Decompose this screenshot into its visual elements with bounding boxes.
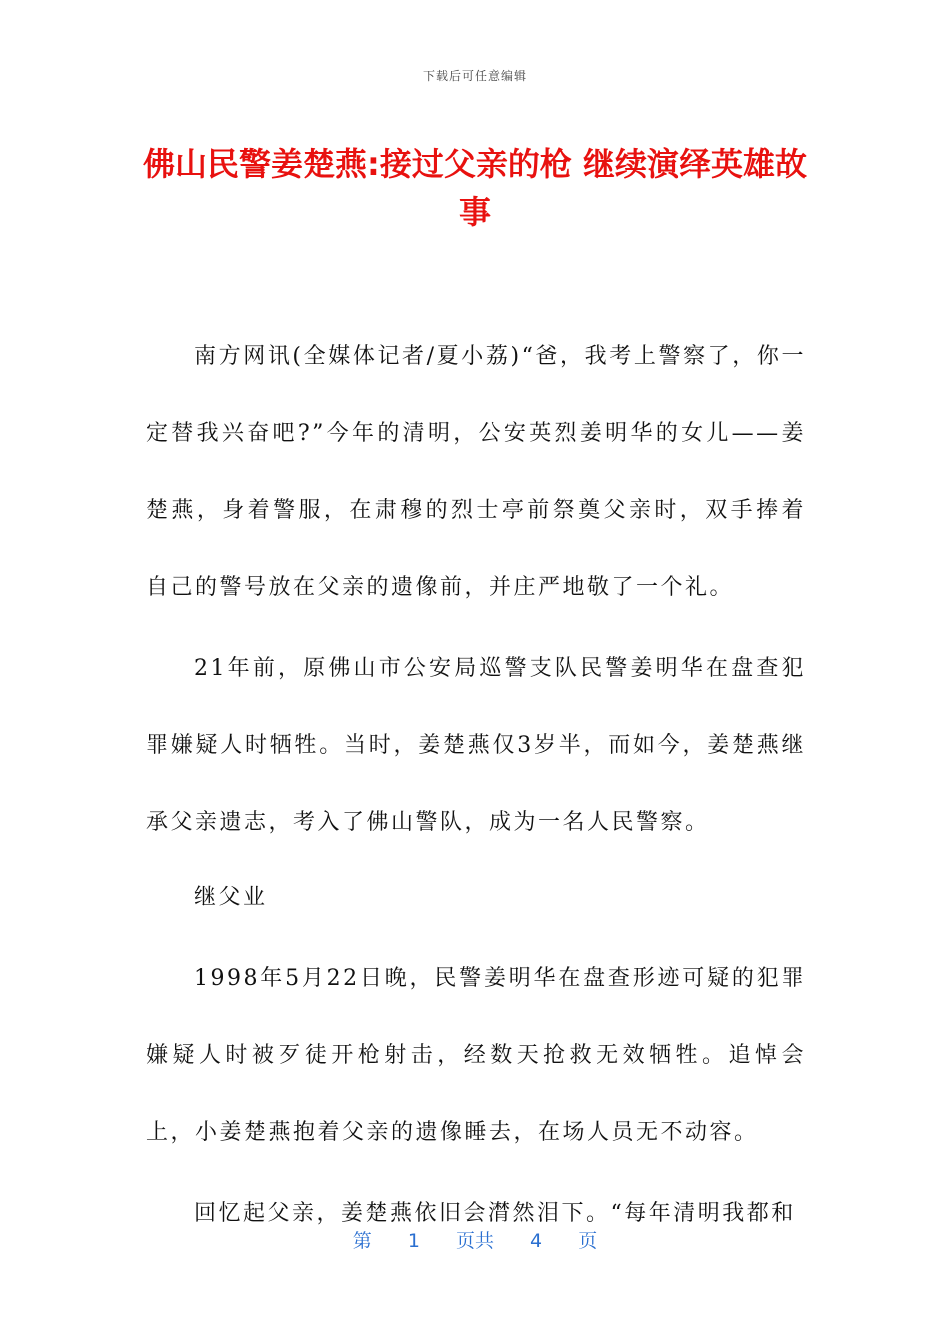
section-heading: 继父业 [194,885,268,910]
page-middle: 页共 [455,1230,494,1252]
current-page-number: 1 [407,1230,420,1252]
paragraph-background: 21年前，原佛山市公安局巡警支队民警姜明华在盘查犯罪嫌疑人时牺牲。当时，姜楚燕仅3岁半，而如今，姜楚燕继承父亲遗志，考入了佛山警队，成为一名人民警察。 [146,656,806,835]
total-pages-number: 4 [530,1230,543,1252]
paragraph-memory: 回忆起父亲，姜楚燕依旧会潸然泪下。“每年清明我都和 [194,1201,796,1226]
paragraph-intro: 南方网讯(全媒体记者/夏小荔)“爸，我考上警察了，你一定替我兴奋吧?”今年的清明，公安英烈姜明华的女儿——姜楚燕，身着警服，在肃穆的烈士亭前祭奠父亲时，双手捧着自己的警号放在父亲的遗像前，并庄严地敬了一个礼。 [146,344,806,600]
page-header-note: 下载后可任意编辑 [422,69,527,83]
page-footer [0,1226,950,1253]
document-title: 佛山民警姜楚燕:接过父亲的枪 继续演绎英雄故事 [143,145,807,231]
page-prefix: 第 [352,1230,372,1252]
page-suffix: 页 [578,1230,598,1252]
document-body [146,318,806,1256]
paragraph-event: 1998年5月22日晚，民警姜明华在盘查形迹可疑的犯罪嫌疑人时被歹徒开枪射击，经数天抢救无效牺牲。追悼会上，小姜楚燕抱着父亲的遗像睡去，在场人员无不动容。 [146,966,806,1145]
